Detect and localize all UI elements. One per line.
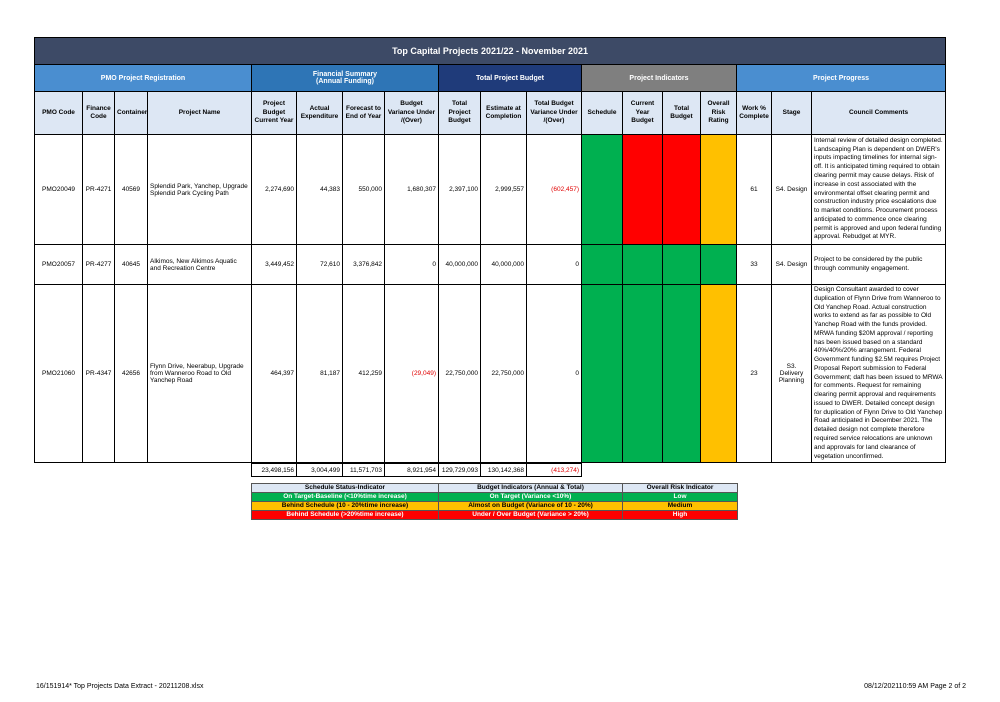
report-title: Top Capital Projects 2021/22 - November 2021 [35, 38, 946, 65]
estimate-completion: 22,750,000 [481, 285, 527, 463]
total-forecast: 11,571,703 [343, 464, 385, 477]
legend-risk-header: Overall Risk Indicator [623, 484, 738, 493]
total-budget-variance: 0 [527, 285, 582, 463]
stage: S3. Delivery Planning [772, 285, 812, 463]
pmo-code: PMO20049 [35, 135, 83, 245]
stage: S4. Design [772, 135, 812, 245]
total-budget-variance-annual: 8,921,954 [385, 464, 439, 477]
col-work-complete: Work % Complete [737, 92, 772, 135]
legend-risk-high: High [623, 511, 738, 520]
actual-expenditure: 81,187 [297, 285, 343, 463]
forecast: 3,376,842 [343, 245, 385, 285]
total-budget-current-year: 23,498,156 [252, 464, 297, 477]
group-pmo-registration: PMO Project Registration [35, 65, 252, 92]
risk-indicator [701, 135, 737, 245]
budget-variance: 1,680,307 [385, 135, 439, 245]
schedule-indicator [582, 245, 623, 285]
budget-variance: 0 [385, 245, 439, 285]
legend-risk-low: Low [623, 493, 738, 502]
col-actual-expenditure: Actual Expenditure [297, 92, 343, 135]
total-budget-indicator [663, 285, 701, 463]
group-project-indicators: Project Indicators [582, 65, 737, 92]
total-budget-variance-sum: (413,274) [527, 464, 582, 477]
estimate-completion: 2,999,557 [481, 135, 527, 245]
work-complete: 61 [737, 135, 772, 245]
indicator-legend [251, 483, 738, 520]
pmo-code: PMO21060 [35, 285, 83, 463]
col-project-name: Project Name [148, 92, 252, 135]
budget-current-year: 464,397 [252, 285, 297, 463]
actual-expenditure: 44,383 [297, 135, 343, 245]
col-pmo-code: PMO Code [35, 92, 83, 135]
current-year-budget-indicator [623, 245, 663, 285]
finance-code: PR-4271 [83, 135, 115, 245]
container-id: 42656 [115, 285, 148, 463]
col-total-project-budget: Total Project Budget [439, 92, 481, 135]
col-overall-risk: Overall Risk Rating [701, 92, 737, 135]
legend-risk-medium: Medium [623, 502, 738, 511]
finance-code: PR-4277 [83, 245, 115, 285]
total-budget-variance: 0 [527, 245, 582, 285]
total-estimate-completion: 130,142,368 [481, 464, 527, 477]
col-forecast: Forecast to End of Year [343, 92, 385, 135]
col-current-year-budget: Current Year Budget [623, 92, 663, 135]
project-name: Flynn Drive, Neerabup, Upgrade from Wanneroo Road to Old Yanchep Road [148, 285, 252, 463]
legend-schedule-red: Behind Schedule (>20%time increase) [252, 511, 439, 520]
container-id: 40645 [115, 245, 148, 285]
group-financial-summary: Financial Summary (Annual Funding) [252, 65, 439, 92]
legend-budget-red: Under / Over Budget (Variance > 20%) [439, 511, 623, 520]
project-name: Alkimos, New Alkimos Aquatic and Recreation Centre [148, 245, 252, 285]
footer-date-page: 08/12/202110:59 AM Page 2 of 2 [864, 683, 966, 690]
pmo-code: PMO20057 [35, 245, 83, 285]
container-id: 40569 [115, 135, 148, 245]
col-stage: Stage [772, 92, 812, 135]
total-budget-indicator [663, 245, 701, 285]
budget-current-year: 3,449,452 [252, 245, 297, 285]
total-budget-variance: (602,457) [527, 135, 582, 245]
schedule-indicator [582, 135, 623, 245]
total-budget-indicator [663, 135, 701, 245]
col-total-budget-indicator: Total Budget [663, 92, 701, 135]
work-complete: 23 [737, 285, 772, 463]
totals-row [251, 463, 582, 477]
col-budget-variance: Budget Variance Under /(Over) [385, 92, 439, 135]
current-year-budget-indicator [623, 285, 663, 463]
current-year-budget-indicator [623, 135, 663, 245]
col-container: Container [115, 92, 148, 135]
legend-budget-header: Budget Indicators (Annual & Total) [439, 484, 623, 493]
table-row [35, 285, 946, 463]
legend-budget-green: On Target (Variance <10%) [439, 493, 623, 502]
legend-schedule-amber: Behind Schedule (10 - 20%time increase) [252, 502, 439, 511]
total-project-budget-sum: 129,729,093 [439, 464, 481, 477]
legend-schedule-header: Schedule Status-Indicator [252, 484, 439, 493]
schedule-indicator [582, 285, 623, 463]
col-estimate-completion: Estimate at Completion [481, 92, 527, 135]
stage: S4. Design [772, 245, 812, 285]
total-project-budget: 22,750,000 [439, 285, 481, 463]
table-row [35, 245, 946, 285]
risk-indicator [701, 285, 737, 463]
budget-current-year: 2,274,690 [252, 135, 297, 245]
actual-expenditure: 72,610 [297, 245, 343, 285]
total-project-budget: 40,000,000 [439, 245, 481, 285]
col-total-budget-variance: Total Budget Variance Under /(Over) [527, 92, 582, 135]
council-comment: Project to be considered by the public through community engagement. [812, 245, 946, 285]
col-budget-current-year: Project Budget Current Year [252, 92, 297, 135]
legend-schedule-green: On Target-Baseline (<10%time increase) [252, 493, 439, 502]
projects-table [34, 37, 946, 463]
forecast: 550,000 [343, 135, 385, 245]
col-council-comments: Council Comments [812, 92, 946, 135]
risk-indicator [701, 245, 737, 285]
budget-variance: (29,049) [385, 285, 439, 463]
council-comment: Internal review of detailed design completed. Landscaping Plan is dependent on DWER's inputs impacting timelines for internal sign-off. It is anticipated timing required to obtain clearing permit may cause delays. Risk of increase in cost associated with the environmental offset clearing permit and construction industry price escalations due to market conditions. Procurement process anticipated to commence once clearing permit is approved and upon federal funding approval. Rebudget at MYR. [812, 135, 946, 245]
forecast: 412,259 [343, 285, 385, 463]
col-finance-code: Finance Code [83, 92, 115, 135]
project-name: Splendid Park, Yanchep, Upgrade Splendid Park Cycling Path [148, 135, 252, 245]
total-project-budget: 2,397,100 [439, 135, 481, 245]
group-project-progress: Project Progress [737, 65, 946, 92]
legend-budget-amber: Almost on Budget (Variance of 10 - 20%) [439, 502, 623, 511]
table-row [35, 135, 946, 245]
group-total-budget: Total Project Budget [439, 65, 582, 92]
work-complete: 33 [737, 245, 772, 285]
total-actual-expenditure: 3,004,499 [297, 464, 343, 477]
footer-filename: 16/151914* Top Projects Data Extract - 20211208.xlsx [36, 683, 204, 690]
estimate-completion: 40,000,000 [481, 245, 527, 285]
council-comment: Design Consultant awarded to cover duplication of Flynn Drive from Wanneroo to Old Yanchep Road. Actual construction works to extend as far as possible to Old Yanchep Road with the funds provided. MRWA funding $20M approval / reporting has been issued based on a standard 40%/40%/20% arrangement. Federal Government funding $2.5M requires Project Proposal Report submission to Federal Government; daft has been issued to MRWA for comments. Request for remaining clearing permit approval and requirements issued to DWER. Detailed concept design for duplication of Flynn Drive to Old Yanchep Road anticipated in December 2021. The detailed design not complete therefore required service relocations are unknown and approvals for land clearance of vegetation unconfirmed. [812, 285, 946, 463]
finance-code: PR-4347 [83, 285, 115, 463]
col-schedule: Schedule [582, 92, 623, 135]
